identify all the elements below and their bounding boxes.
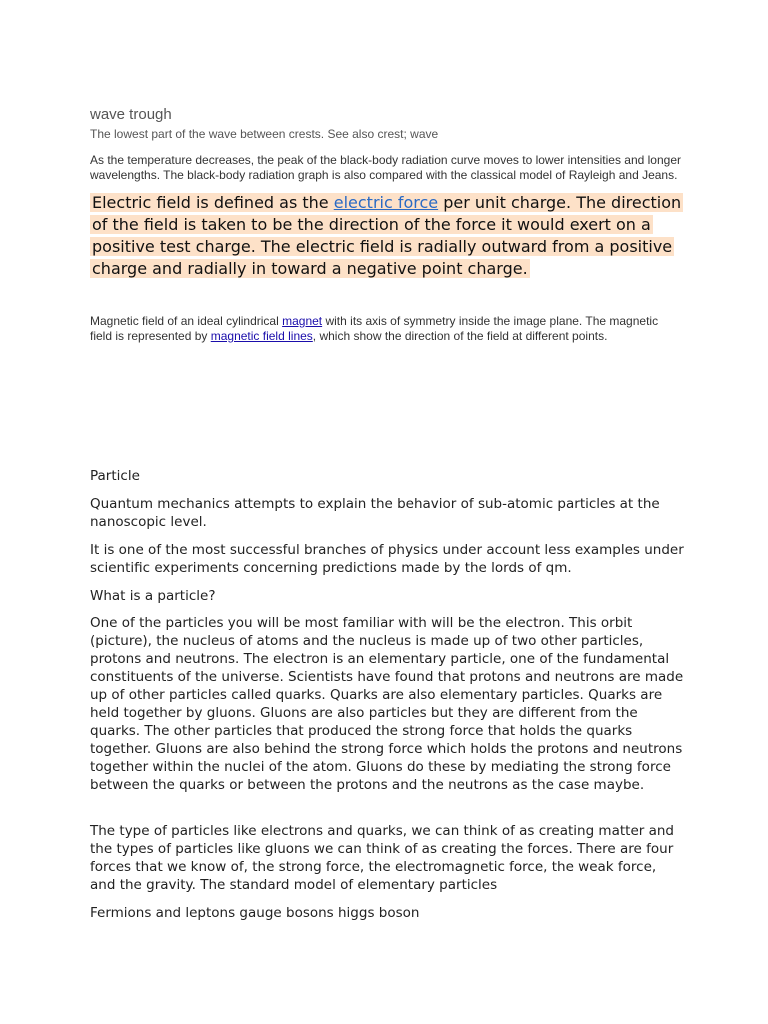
glossary-term: wave trough: [90, 106, 172, 123]
magnetic-field-lines-link[interactable]: magnetic field lines: [210, 329, 313, 343]
particle-types-paragraph: The type of particles like electrons and quarks, we can think of as creating matter and the types of particles like gluons we can think of as creating the forces. There are four forces that we know of, the strong force, the electromagnetic force, the weak force, and the gravity. The standard model of elementary particles: [90, 823, 674, 893]
electric-field-text-after: per unit charge. The direction of the field is taken to be the direction of the force it would exert on a positive test charge. The electric field is radially outward from a positive charge and radially in toward a negative point charge.: [92, 193, 682, 278]
qm-success-paragraph: It is one of the most successful branches of physics under account less examples under scientific experiments concerning predictions made by the lords of qm.: [90, 542, 684, 576]
magnet-caption-text-1: Magnetic field of an ideal cylindrical: [90, 314, 283, 328]
particle-heading: Particle: [90, 468, 140, 484]
magnet-caption-text-3: , which show the direction of the field at different points.: [312, 329, 608, 343]
fermions-line: Fermions and leptons gauge bosons higgs boson: [90, 905, 420, 921]
highlighted-text: [90, 193, 683, 278]
qm-intro-paragraph: Quantum mechanics attempts to explain the behavior of sub-atomic particles at the nanoscopic level.: [90, 496, 660, 530]
electric-field-text-before: Electric field is defined as the: [92, 193, 334, 212]
electric-force-link[interactable]: electric force: [333, 193, 439, 212]
magnet-caption-text-2: with its axis of symmetry inside the image plane. The magnetic field is represented by: [90, 314, 659, 343]
magnet-link[interactable]: magnet: [282, 314, 323, 328]
blackbody-paragraph: As the temperature decreases, the peak of the black-body radiation curve moves to lower intensities and longer wavelengths. The black-body radiation graph is also compared with the classical model of Rayleigh and Jeans.: [90, 153, 681, 182]
glossary-definition: The lowest part of the wave between crests. See also crest; wave: [90, 127, 439, 141]
electron-paragraph: One of the particles you will be most familiar with will be the electron. This orbit (picture), the nucleus of atoms and the nucleus is made up of two other particles, protons and neutrons. The electron is an elementary particle, one of the fundamental constituents of the universe. Scientists have found that protons and neutrons are made up of other particles called quarks. Quarks are also elementary particles. Quarks are held together by gluons. Gluons are also particles but they are different from the quarks. The other particles that produced the strong force that holds the quarks together. Gluons are also behind the strong force which holds the protons and neutrons together within the nuclei of the atom. Gluons do these by mediating the strong force between the quarks or between the protons and the neutrons as the case maybe.: [90, 615, 684, 793]
magnet-caption: [90, 314, 680, 344]
particle-question: What is a particle?: [90, 588, 216, 604]
electric-field-definition: [90, 192, 690, 280]
